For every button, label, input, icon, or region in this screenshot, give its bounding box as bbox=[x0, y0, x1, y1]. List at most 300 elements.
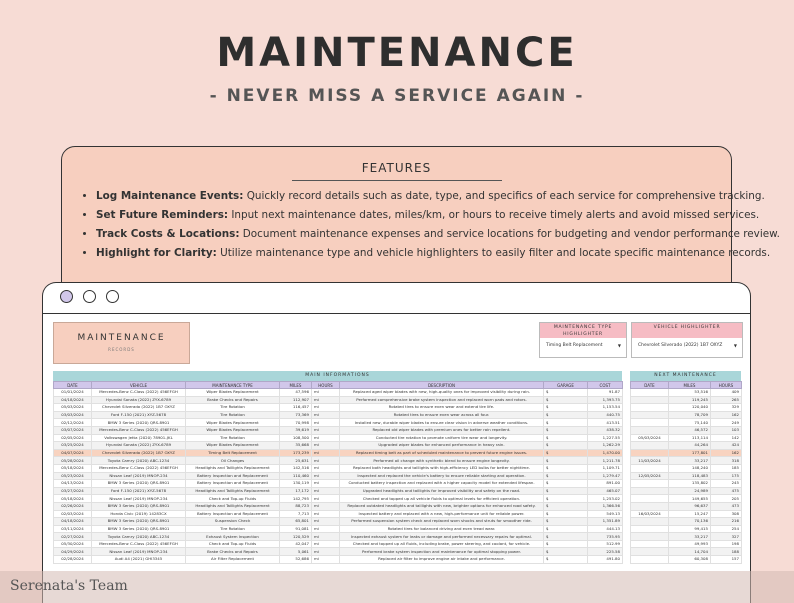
column-header[interactable]: COST bbox=[588, 382, 623, 389]
maintenance-type-highlighter[interactable] bbox=[539, 322, 627, 358]
next-hours-cell[interactable]: 329 bbox=[711, 404, 742, 412]
table-row[interactable] bbox=[54, 411, 623, 419]
type-cell[interactable]: Battery Inspection and Replacement bbox=[186, 480, 280, 488]
next-hours-cell[interactable]: 409 bbox=[711, 389, 742, 397]
miles-cell[interactable]: 17,172 bbox=[280, 487, 312, 495]
date-cell[interactable]: 04/18/2024 bbox=[54, 396, 92, 404]
table-row[interactable] bbox=[631, 495, 742, 503]
cost-cell[interactable]: 1,393.75 bbox=[588, 396, 623, 404]
next-date-cell[interactable] bbox=[631, 404, 669, 412]
next-miles-cell[interactable]: 96,637 bbox=[669, 502, 711, 510]
next-miles-cell[interactable]: 119,245 bbox=[669, 396, 711, 404]
miles-cell[interactable]: 142,795 bbox=[280, 495, 312, 503]
table-row[interactable] bbox=[54, 518, 623, 526]
vehicle-cell[interactable]: BMW 3 Series (2020) QRS-8901 bbox=[92, 518, 186, 526]
miles-cell[interactable]: 42,047 bbox=[280, 540, 312, 548]
table-row[interactable] bbox=[631, 434, 742, 442]
next-hours-cell[interactable]: 216 bbox=[711, 518, 742, 526]
table-row[interactable] bbox=[631, 525, 742, 533]
vehicle-cell[interactable]: Audi A4 (2021) GHI3345 bbox=[92, 556, 186, 564]
date-cell[interactable]: 03/07/2024 bbox=[54, 426, 92, 434]
garage-cell[interactable]: $ bbox=[544, 495, 588, 503]
next-hours-cell[interactable]: 265 bbox=[711, 396, 742, 404]
next-miles-cell[interactable]: 15,247 bbox=[669, 510, 711, 518]
cost-cell[interactable]: 1,262.29 bbox=[588, 442, 623, 450]
next-hours-cell[interactable]: 318 bbox=[711, 457, 742, 465]
cost-cell[interactable]: 1,227.55 bbox=[588, 434, 623, 442]
next-miles-cell[interactable]: 120,040 bbox=[669, 404, 711, 412]
next-miles-cell[interactable]: 148,240 bbox=[669, 464, 711, 472]
table-row[interactable] bbox=[54, 510, 623, 518]
table-row[interactable] bbox=[54, 525, 623, 533]
next-miles-cell[interactable]: 60,308 bbox=[669, 556, 711, 564]
date-cell[interactable]: 04/18/2024 bbox=[54, 518, 92, 526]
type-cell[interactable]: Wiper Blades Replacement bbox=[186, 442, 280, 450]
miles-cell[interactable]: 173,239 bbox=[280, 449, 312, 457]
column-header[interactable]: MILES bbox=[280, 382, 312, 389]
vehicle-cell[interactable]: Chevrolet Silverado (2022) 1B7 OXYZ bbox=[92, 404, 186, 412]
description-cell[interactable]: Checked and topped up all vehicle fluids to optimal levels for efficient operation. bbox=[340, 495, 544, 503]
next-date-cell[interactable] bbox=[631, 464, 669, 472]
column-header[interactable]: GARAGE bbox=[544, 382, 588, 389]
cost-cell[interactable]: 1,470.00 bbox=[588, 449, 623, 457]
next-hours-cell[interactable]: 162 bbox=[711, 411, 742, 419]
next-miles-cell[interactable]: 113,114 bbox=[669, 434, 711, 442]
description-cell[interactable]: Inspected and replaced the vehicle's battery to ensure reliable starting and operation. bbox=[340, 472, 544, 480]
type-cell[interactable]: Check and Top-up Fluids bbox=[186, 540, 280, 548]
garage-cell[interactable]: $ bbox=[544, 472, 588, 480]
cost-cell[interactable]: 438.32 bbox=[588, 426, 623, 434]
cost-cell[interactable]: 512.99 bbox=[588, 540, 623, 548]
table-row[interactable] bbox=[54, 502, 623, 510]
type-cell[interactable]: Wiper Blades Replacement bbox=[186, 426, 280, 434]
miles-cell[interactable]: 116,457 bbox=[280, 404, 312, 412]
vehicle-cell[interactable]: Chevrolet Silverado (2022) 1B7 OXYZ bbox=[92, 449, 186, 457]
description-cell[interactable]: Upgraded wiper blades for enhanced performance in heavy rain. bbox=[340, 442, 544, 450]
miles-cell[interactable]: 88,723 bbox=[280, 502, 312, 510]
table-row[interactable] bbox=[54, 464, 623, 472]
date-cell[interactable]: 02/03/2024 bbox=[54, 510, 92, 518]
next-date-cell[interactable]: 12/05/2024 bbox=[631, 472, 669, 480]
next-date-cell[interactable] bbox=[631, 487, 669, 495]
next-hours-cell[interactable]: 254 bbox=[711, 525, 742, 533]
garage-cell[interactable]: $ bbox=[544, 487, 588, 495]
next-date-cell[interactable] bbox=[631, 396, 669, 404]
type-cell[interactable]: Tire Rotation bbox=[186, 525, 280, 533]
next-miles-cell[interactable]: 33,217 bbox=[669, 533, 711, 541]
miles-cell[interactable]: 120,529 bbox=[280, 533, 312, 541]
miles-cell[interactable]: 5,061 bbox=[280, 548, 312, 556]
garage-cell[interactable]: $ bbox=[544, 510, 588, 518]
type-cell[interactable]: Headlights and Taillights Replacement bbox=[186, 502, 280, 510]
next-date-cell[interactable] bbox=[631, 525, 669, 533]
table-row[interactable] bbox=[631, 533, 742, 541]
vehicle-highlighter[interactable] bbox=[631, 322, 743, 358]
table-row[interactable] bbox=[631, 442, 742, 450]
description-cell[interactable]: Replaced both headlights and taillights with high-efficiency LED bulbs for better nighttime. bbox=[340, 464, 544, 472]
next-date-cell[interactable] bbox=[631, 548, 669, 556]
table-row[interactable] bbox=[631, 472, 742, 480]
next-date-cell[interactable] bbox=[631, 495, 669, 503]
column-header[interactable]: DATE bbox=[54, 382, 92, 389]
table-row[interactable] bbox=[631, 449, 742, 457]
date-cell[interactable]: 01/01/2024 bbox=[54, 389, 92, 397]
garage-cell[interactable]: $ bbox=[544, 457, 588, 465]
table-row[interactable] bbox=[54, 404, 623, 412]
table-row[interactable] bbox=[54, 548, 623, 556]
cost-cell[interactable]: 735.95 bbox=[588, 533, 623, 541]
garage-cell[interactable]: $ bbox=[544, 518, 588, 526]
type-cell[interactable]: Oil Changes bbox=[186, 457, 280, 465]
vehicle-cell[interactable]: Toyota Camry (2020) ABC-1234 bbox=[92, 533, 186, 541]
app-window bbox=[42, 282, 751, 603]
date-cell[interactable]: 05/30/2024 bbox=[54, 540, 92, 548]
miles-cell[interactable]: 112,907 bbox=[280, 396, 312, 404]
next-date-cell[interactable] bbox=[631, 442, 669, 450]
cost-cell[interactable]: 225.58 bbox=[588, 548, 623, 556]
vehicle-cell[interactable]: Ford F-150 (2021) XYZ-5678 bbox=[92, 411, 186, 419]
date-cell[interactable]: 03/11/2024 bbox=[54, 525, 92, 533]
miles-cell[interactable]: 7,713 bbox=[280, 510, 312, 518]
miles-cell[interactable]: 142,516 bbox=[280, 464, 312, 472]
next-date-cell[interactable] bbox=[631, 480, 669, 488]
vehicle-cell[interactable]: Nissan Leaf (2019) MNOP-234 bbox=[92, 472, 186, 480]
date-cell[interactable]: 04/29/2024 bbox=[54, 548, 92, 556]
date-cell[interactable]: 02/12/2024 bbox=[54, 419, 92, 427]
garage-cell[interactable]: $ bbox=[544, 404, 588, 412]
vehicle-cell[interactable]: Nissan Leaf (2019) MNOP-234 bbox=[92, 548, 186, 556]
cost-cell[interactable]: 549.13 bbox=[588, 510, 623, 518]
next-hours-cell[interactable]: 198 bbox=[711, 540, 742, 548]
garage-cell[interactable]: $ bbox=[544, 502, 588, 510]
table-row[interactable] bbox=[54, 540, 623, 548]
miles-cell[interactable]: 52,686 bbox=[280, 556, 312, 564]
table-row[interactable] bbox=[631, 411, 742, 419]
table-row[interactable] bbox=[54, 442, 623, 450]
cost-cell[interactable]: 444.13 bbox=[588, 525, 623, 533]
type-cell[interactable]: Air Filter Replacement bbox=[186, 556, 280, 564]
table-row[interactable] bbox=[631, 556, 742, 564]
date-cell[interactable]: 05/03/2024 bbox=[54, 404, 92, 412]
next-miles-cell[interactable]: 33,217 bbox=[669, 457, 711, 465]
garage-cell[interactable]: $ bbox=[544, 389, 588, 397]
vehicle-cell[interactable]: Mercedes-Benz C-Class (2022) 456EFGH bbox=[92, 389, 186, 397]
unit-cell: mi bbox=[312, 411, 340, 419]
window-dot-icon[interactable] bbox=[106, 290, 119, 303]
next-date-cell[interactable] bbox=[631, 518, 669, 526]
miles-cell[interactable]: 25,631 bbox=[280, 457, 312, 465]
table-row[interactable] bbox=[631, 510, 742, 518]
next-hours-cell[interactable]: 188 bbox=[711, 548, 742, 556]
table-row[interactable] bbox=[631, 404, 742, 412]
next-miles-cell[interactable]: 70,136 bbox=[669, 518, 711, 526]
miles-cell[interactable]: 130,119 bbox=[280, 480, 312, 488]
cost-cell[interactable]: 1,109.71 bbox=[588, 464, 623, 472]
next-date-cell[interactable]: 11/03/2024 bbox=[631, 457, 669, 465]
next-miles-cell[interactable]: 118,483 bbox=[669, 472, 711, 480]
miles-cell[interactable]: 91,081 bbox=[280, 525, 312, 533]
table-row[interactable] bbox=[54, 426, 623, 434]
main-info-header: MAIN INFORMATIONS bbox=[53, 371, 622, 381]
next-miles-cell[interactable]: 46,572 bbox=[669, 426, 711, 434]
vehicle-cell[interactable]: Mercedes-Benz C-Class (2022) 456EFGH bbox=[92, 540, 186, 548]
next-date-cell[interactable] bbox=[631, 540, 669, 548]
miles-cell[interactable]: 65,801 bbox=[280, 518, 312, 526]
type-cell[interactable]: Tire Rotation bbox=[186, 404, 280, 412]
type-cell[interactable]: Headlights and Taillights Replacement bbox=[186, 487, 280, 495]
table-row[interactable] bbox=[54, 533, 623, 541]
table-row[interactable] bbox=[631, 548, 742, 556]
next-hours-cell[interactable]: 103 bbox=[711, 426, 742, 434]
column-header[interactable]: DESCRIPTION bbox=[340, 382, 544, 389]
table-row[interactable] bbox=[631, 518, 742, 526]
next-hours-cell[interactable]: 249 bbox=[711, 419, 742, 427]
table-row[interactable] bbox=[54, 495, 623, 503]
next-date-cell[interactable] bbox=[631, 411, 669, 419]
next-date-cell[interactable] bbox=[631, 533, 669, 541]
cost-cell[interactable]: 91.87 bbox=[588, 389, 623, 397]
vehicle-cell[interactable]: Mercedes-Benz C-Class (2022) 456EFGH bbox=[92, 426, 186, 434]
vehicle-cell[interactable]: Volkswagen Jetta (2020) 78901-JKL bbox=[92, 434, 186, 442]
table-row[interactable] bbox=[631, 426, 742, 434]
garage-cell[interactable]: $ bbox=[544, 396, 588, 404]
date-cell[interactable]: 02/27/2024 bbox=[54, 533, 92, 541]
description-cell[interactable]: Performed suspension system check and replaced worn shocks and struts for smoother ride. bbox=[340, 518, 544, 526]
next-miles-cell[interactable]: 149,655 bbox=[669, 495, 711, 503]
vehicle-cell[interactable]: Mercedes-Benz C-Class (2022) 456EFGH bbox=[92, 464, 186, 472]
next-hours-cell[interactable]: 205 bbox=[711, 495, 742, 503]
table-row[interactable] bbox=[54, 556, 623, 564]
type-cell[interactable]: Suspension Check bbox=[186, 518, 280, 526]
garage-cell[interactable]: $ bbox=[544, 411, 588, 419]
date-cell[interactable]: 04/13/2024 bbox=[54, 480, 92, 488]
miles-cell[interactable]: 73,369 bbox=[280, 411, 312, 419]
type-cell[interactable]: Tire Rotation bbox=[186, 434, 280, 442]
table-row[interactable] bbox=[54, 434, 623, 442]
next-date-cell[interactable] bbox=[631, 389, 669, 397]
type-cell[interactable]: Wiper Blades Replacement bbox=[186, 419, 280, 427]
description-cell[interactable]: Installed new, durable wiper blades to ensure clear vision in adverse weather conditions. bbox=[340, 419, 544, 427]
description-cell[interactable]: Conducted tire rotation to promote uniform tire wear and longevity. bbox=[340, 434, 544, 442]
garage-cell[interactable]: $ bbox=[544, 442, 588, 450]
date-cell[interactable]: 04/07/2024 bbox=[54, 449, 92, 457]
next-miles-cell[interactable]: 49,993 bbox=[669, 540, 711, 548]
garage-cell[interactable]: $ bbox=[544, 464, 588, 472]
garage-cell[interactable]: $ bbox=[544, 556, 588, 564]
next-miles-cell[interactable]: 24,989 bbox=[669, 487, 711, 495]
cost-cell[interactable]: 1,253.02 bbox=[588, 495, 623, 503]
next-hours-cell[interactable]: 142 bbox=[711, 434, 742, 442]
garage-cell[interactable]: $ bbox=[544, 449, 588, 457]
date-cell[interactable]: 02/28/2024 bbox=[54, 556, 92, 564]
cost-cell[interactable]: 891.00 bbox=[588, 480, 623, 488]
type-cell[interactable]: Battery Inspection and Replacement bbox=[186, 472, 280, 480]
type-cell[interactable]: Wiper Blades Replacement bbox=[186, 389, 280, 397]
garage-cell[interactable]: $ bbox=[544, 480, 588, 488]
date-cell[interactable]: 05/18/2024 bbox=[54, 464, 92, 472]
next-hours-cell[interactable]: 475 bbox=[711, 487, 742, 495]
description-cell[interactable]: Performed comprehensive brake system inspection and replaced worn pads and rotors. bbox=[340, 396, 544, 404]
garage-cell[interactable]: $ bbox=[544, 419, 588, 427]
type-cell[interactable]: Battery Inspection and Replacement bbox=[186, 510, 280, 518]
table-row[interactable] bbox=[631, 540, 742, 548]
table-row[interactable] bbox=[631, 502, 742, 510]
table-row[interactable] bbox=[54, 396, 623, 404]
next-hours-cell[interactable]: 157 bbox=[711, 556, 742, 564]
next-date-cell[interactable] bbox=[631, 556, 669, 564]
garage-cell[interactable]: $ bbox=[544, 525, 588, 533]
date-cell[interactable]: 05/23/2024 bbox=[54, 472, 92, 480]
next-miles-cell[interactable]: 75,140 bbox=[669, 419, 711, 427]
description-cell[interactable]: Conducted battery inspection and replaced with a higher capacity model for extended lifespan. bbox=[340, 480, 544, 488]
cost-cell[interactable]: 1,279.47 bbox=[588, 472, 623, 480]
vehicle-cell[interactable]: BMW 3 Series (2020) QRS-8901 bbox=[92, 525, 186, 533]
next-miles-cell[interactable]: 78,709 bbox=[669, 411, 711, 419]
feature-item bbox=[96, 206, 760, 225]
cost-cell[interactable]: 1,153.54 bbox=[588, 404, 623, 412]
sheet-logo bbox=[53, 322, 190, 364]
date-cell[interactable]: 03/25/2024 bbox=[54, 442, 92, 450]
type-cell[interactable]: Check and Top-up Fluids bbox=[186, 495, 280, 503]
window-dot-icon[interactable] bbox=[83, 290, 96, 303]
vehicle-cell[interactable]: BMW 3 Series (2020) QRS-8901 bbox=[92, 419, 186, 427]
description-cell[interactable]: Checked and topped up all fluids, including brake, power steering, and coolant, for vehicle. bbox=[340, 540, 544, 548]
description-cell[interactable]: Rotated tires to ensure even wear and extend tire life. bbox=[340, 404, 544, 412]
garage-cell[interactable]: $ bbox=[544, 540, 588, 548]
cost-cell[interactable]: 413.51 bbox=[588, 419, 623, 427]
description-cell[interactable]: Rotated tires to ensure even wear across all four. bbox=[340, 411, 544, 419]
column-header[interactable]: VEHICLE bbox=[92, 382, 186, 389]
table-row[interactable] bbox=[631, 396, 742, 404]
date-cell[interactable]: 02/26/2024 bbox=[54, 502, 92, 510]
date-cell[interactable]: 03/03/2024 bbox=[54, 411, 92, 419]
miles-cell[interactable]: 35,668 bbox=[280, 442, 312, 450]
next-miles-cell[interactable]: 44,264 bbox=[669, 442, 711, 450]
miles-cell[interactable]: 108,500 bbox=[280, 434, 312, 442]
vehicle-cell[interactable]: BMW 3 Series (2020) QRS-8901 bbox=[92, 480, 186, 488]
next-hours-cell[interactable]: 245 bbox=[711, 480, 742, 488]
vehicle-cell[interactable]: Hyundai Sonata (2022) ZYX-6789 bbox=[92, 396, 186, 404]
type-cell[interactable]: Headlights and Taillights Replacement bbox=[186, 464, 280, 472]
table-row[interactable] bbox=[54, 487, 623, 495]
column-header[interactable]: MAINTENANCE TYPE bbox=[186, 382, 280, 389]
window-dot-icon[interactable] bbox=[60, 290, 73, 303]
next-hours-cell[interactable]: 327 bbox=[711, 533, 742, 541]
vehicle-cell[interactable]: Toyota Camry (2020) ABC-1234 bbox=[92, 457, 186, 465]
table-row[interactable] bbox=[631, 419, 742, 427]
cost-cell[interactable]: 1,351.89 bbox=[588, 518, 623, 526]
description-cell[interactable]: Replaced timing belt as part of scheduled maintenance to prevent future engine issues. bbox=[340, 449, 544, 457]
table-row[interactable] bbox=[54, 389, 623, 397]
description-cell[interactable]: Inspected exhaust system for leaks or damage and performed necessary repairs for optimal. bbox=[340, 533, 544, 541]
next-date-cell[interactable] bbox=[631, 449, 669, 457]
next-hours-cell[interactable]: 175 bbox=[711, 472, 742, 480]
garage-cell[interactable]: $ bbox=[544, 548, 588, 556]
table-row[interactable] bbox=[631, 389, 742, 397]
table-row[interactable] bbox=[54, 419, 623, 427]
cost-cell[interactable]: 465.07 bbox=[588, 487, 623, 495]
vehicle-cell[interactable]: Nissan Leaf (2019) MNOP-234 bbox=[92, 495, 186, 503]
next-date-cell[interactable]: 16/03/2024 bbox=[631, 510, 669, 518]
date-cell[interactable]: 02/05/2024 bbox=[54, 434, 92, 442]
logo-title: MAINTENANCE bbox=[77, 333, 166, 343]
cost-cell[interactable]: 440.75 bbox=[588, 411, 623, 419]
table-row[interactable] bbox=[54, 457, 623, 465]
next-hours-cell[interactable]: 308 bbox=[711, 510, 742, 518]
table-row[interactable] bbox=[631, 464, 742, 472]
next-date-cell[interactable] bbox=[631, 419, 669, 427]
chevron-down-icon[interactable]: ▼ bbox=[733, 343, 737, 348]
type-cell[interactable]: Exhaust System Inspection bbox=[186, 533, 280, 541]
cost-cell[interactable]: 1,211.78 bbox=[588, 457, 623, 465]
table-row[interactable] bbox=[54, 472, 623, 480]
description-cell[interactable]: Replaced old wiper blades with premium ones for better rain repellent. bbox=[340, 426, 544, 434]
type-cell[interactable]: Tire Rotation bbox=[186, 411, 280, 419]
description-cell[interactable]: Rotated tires for balanced driving and even tread wear. bbox=[340, 525, 544, 533]
next-date-cell[interactable]: 05/03/2024 bbox=[631, 434, 669, 442]
type-cell[interactable]: Timing Belt Replacement bbox=[186, 449, 280, 457]
garage-cell[interactable]: $ bbox=[544, 426, 588, 434]
next-hours-cell[interactable]: 185 bbox=[711, 464, 742, 472]
next-miles-cell[interactable]: 99,415 bbox=[669, 525, 711, 533]
table-row[interactable] bbox=[631, 457, 742, 465]
column-header[interactable]: DATE bbox=[631, 382, 669, 389]
description-cell[interactable]: Performed brake system inspection and maintenance for optimal stopping power. bbox=[340, 548, 544, 556]
date-cell[interactable]: 05/18/2024 bbox=[54, 495, 92, 503]
description-cell[interactable]: Performed oil change with synthetic blend to ensure engine longevity. bbox=[340, 457, 544, 465]
garage-cell[interactable]: $ bbox=[544, 434, 588, 442]
description-cell[interactable]: Replaced outdated headlights and taillights with new, brighter options for enhanced road safety. bbox=[340, 502, 544, 510]
vehicle-cell[interactable]: BMW 3 Series (2020) QRS-8901 bbox=[92, 502, 186, 510]
cost-cell[interactable]: 1,366.56 bbox=[588, 502, 623, 510]
date-cell[interactable]: 05/28/2024 bbox=[54, 457, 92, 465]
column-header[interactable]: MILES bbox=[669, 382, 711, 389]
next-hours-cell[interactable]: 473 bbox=[711, 502, 742, 510]
table-row[interactable] bbox=[54, 449, 623, 457]
column-header[interactable]: HOURS bbox=[312, 382, 340, 389]
next-miles-cell[interactable]: 53,516 bbox=[669, 389, 711, 397]
cost-cell[interactable]: 491.80 bbox=[588, 556, 623, 564]
description-cell[interactable]: Replaced aged wiper blades with new, high-quality ones for improved visibility during rain. bbox=[340, 389, 544, 397]
table-row[interactable] bbox=[631, 480, 742, 488]
vehicle-cell[interactable]: Hyundai Sonata (2022) ZYX-6789 bbox=[92, 442, 186, 450]
next-miles-cell[interactable]: 135,802 bbox=[669, 480, 711, 488]
description-cell[interactable]: Replaced air filter to improve engine air intake and performance. bbox=[340, 556, 544, 564]
vehicle-cell[interactable]: Ford F-150 (2021) XYZ-5678 bbox=[92, 487, 186, 495]
description-cell[interactable]: Upgraded headlights and taillights for improved visibility and safety on the road. bbox=[340, 487, 544, 495]
next-miles-cell[interactable]: 177,801 bbox=[669, 449, 711, 457]
miles-cell[interactable]: 110,460 bbox=[280, 472, 312, 480]
next-date-cell[interactable] bbox=[631, 426, 669, 434]
date-cell[interactable]: 03/27/2024 bbox=[54, 487, 92, 495]
next-date-cell[interactable] bbox=[631, 502, 669, 510]
type-cell[interactable]: Brake Checks and Repairs bbox=[186, 396, 280, 404]
garage-cell[interactable]: $ bbox=[544, 533, 588, 541]
miles-cell[interactable]: 70,998 bbox=[280, 419, 312, 427]
vehicle-cell[interactable]: Honda Civic (2019) 14283CX bbox=[92, 510, 186, 518]
next-miles-cell[interactable]: 14,704 bbox=[669, 548, 711, 556]
next-hours-cell[interactable]: 162 bbox=[711, 449, 742, 457]
type-cell[interactable]: Brake Checks and Repairs bbox=[186, 548, 280, 556]
table-row[interactable] bbox=[631, 487, 742, 495]
column-header[interactable]: HOURS bbox=[711, 382, 742, 389]
next-hours-cell[interactable]: 424 bbox=[711, 442, 742, 450]
miles-cell[interactable]: 39,619 bbox=[280, 426, 312, 434]
table-row[interactable] bbox=[54, 480, 623, 488]
miles-cell[interactable]: 47,596 bbox=[280, 389, 312, 397]
description-cell[interactable]: Inspected battery and replaced with a new, high-performance unit for reliable power. bbox=[340, 510, 544, 518]
chevron-down-icon[interactable]: ▼ bbox=[617, 343, 621, 348]
